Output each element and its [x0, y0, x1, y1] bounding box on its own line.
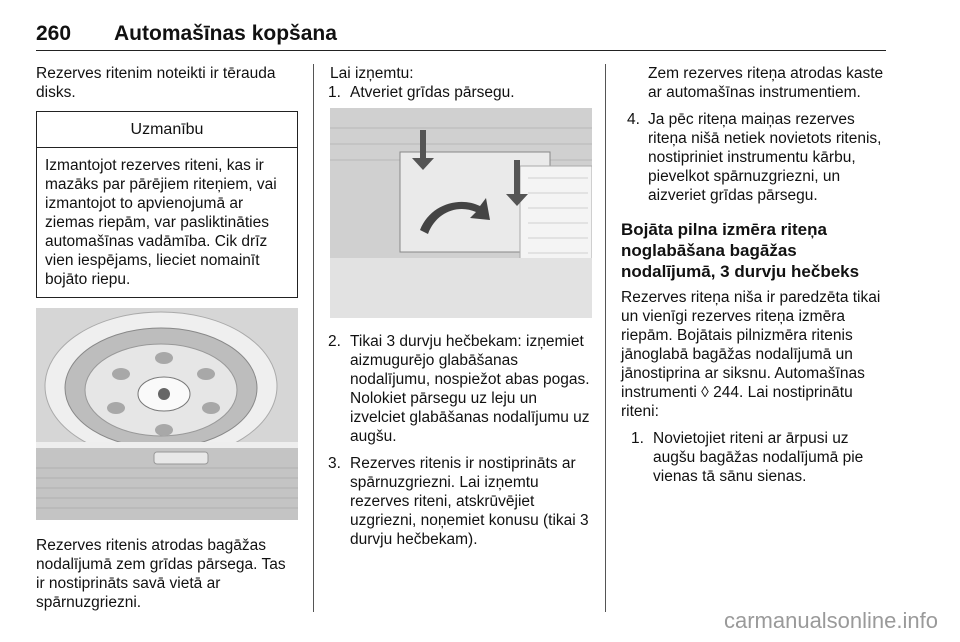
- removal-lead: Lai izņemtu:: [330, 65, 414, 82]
- paragraph-text-cont: 244. Lai nostiprinātu riteni:: [621, 384, 853, 420]
- step-2: [326, 332, 592, 446]
- section-paragraph: [621, 288, 889, 421]
- spare-wheel-drawing: [36, 308, 298, 520]
- step-number: 3.: [328, 455, 341, 472]
- section-heading: Bojāta pilna izmēra riteņa noglabāšana bagāžas nodalījumā, 3 durvju hečbeks: [621, 220, 860, 281]
- spare-wheel-illustration: [36, 308, 298, 520]
- step-3: [326, 454, 592, 549]
- floor-cover-drawing: [330, 108, 592, 318]
- step-text: Tikai 3 durvju hečbekam: izņemiet aizmugurējo glabāšanas nodalījumu, nospiežot abas pogas. Nolokiet pārsegu uz leju un izvelciet glabāšanas nodalījumu uz augšu.: [350, 333, 590, 445]
- step-number: 1.: [328, 84, 341, 101]
- column-right: [621, 64, 889, 486]
- page-number: 260: [36, 22, 72, 45]
- toolbox-text: Zem rezerves riteņa atrodas kaste ar automašīnas instrumentiem.: [648, 65, 884, 101]
- sub-step-1: [629, 429, 889, 486]
- step-number: 4.: [627, 111, 640, 128]
- step-text: Ja pēc riteņa maiņas rezerves riteņa nišā netiek novietots ritenis, nostipriniet instrumentu kārbu, pievelkot spārnuzgriezni, un aizveriet grīdas pārsegu.: [648, 111, 882, 204]
- chapter-title: Automašīnas kopšana: [114, 22, 337, 45]
- paragraph-text: Rezerves riteņa niša ir paredzēta tikai un vienīgi rezerves riteņa izmēra riepām. Bojātais pilnizmēra ritenis jānoglabā bagāžas nodalījumā un jānostiprina ar siksnu. Automašīnas instrumenti: [621, 289, 881, 401]
- column-left: [36, 64, 298, 612]
- step-text: Novietojiet riteni ar ārpusi uz augšu bagāžas nodalījumā pie vienas tā sānu sienas.: [653, 430, 864, 485]
- intro-text: Rezerves ritenim noteikti ir tērauda disks.: [36, 65, 276, 101]
- floor-cover-illustration: [330, 108, 592, 318]
- column-middle: [330, 64, 592, 549]
- watermark: carmanualsonline.info: [723, 608, 938, 633]
- step-text: Rezerves ritenis ir nostiprināts ar spārnuzgriezni. Lai izņemtu rezerves riteni, atskrūvējiet uzgriezni, noņemiet konusu (tikai 3 durvju hečbekam).: [350, 455, 589, 548]
- column-divider: [605, 64, 606, 612]
- figure-caption: Rezerves ritenis atrodas bagāžas nodalījumā zem grīdas pārsega. Tas ir nostiprināts savā vietā ar spārnuzgriezni.: [36, 537, 286, 611]
- column-divider: [313, 64, 314, 612]
- step-number: 1.: [631, 430, 644, 447]
- step-1: [326, 83, 592, 102]
- warning-box: [36, 111, 298, 298]
- warning-title: Uzmanību: [37, 112, 297, 148]
- step-4: [621, 110, 889, 205]
- step-number: 2.: [328, 333, 341, 350]
- header-rule: [36, 50, 886, 51]
- page-reference-icon[interactable]: ◊: [701, 384, 709, 401]
- page-header: [36, 22, 886, 52]
- step-text: Atveriet grīdas pārsegu.: [350, 84, 515, 101]
- warning-text: Izmantojot rezerves riteni, kas ir mazāks par pārējiem riteņiem, vai izmantojot to apvienojumā ar ziemas riepām, var pasliktināties automašīnas vadāmība. Cik drīz vien iespējams, lieciet nomainīt bojāto riepu.: [45, 157, 277, 288]
